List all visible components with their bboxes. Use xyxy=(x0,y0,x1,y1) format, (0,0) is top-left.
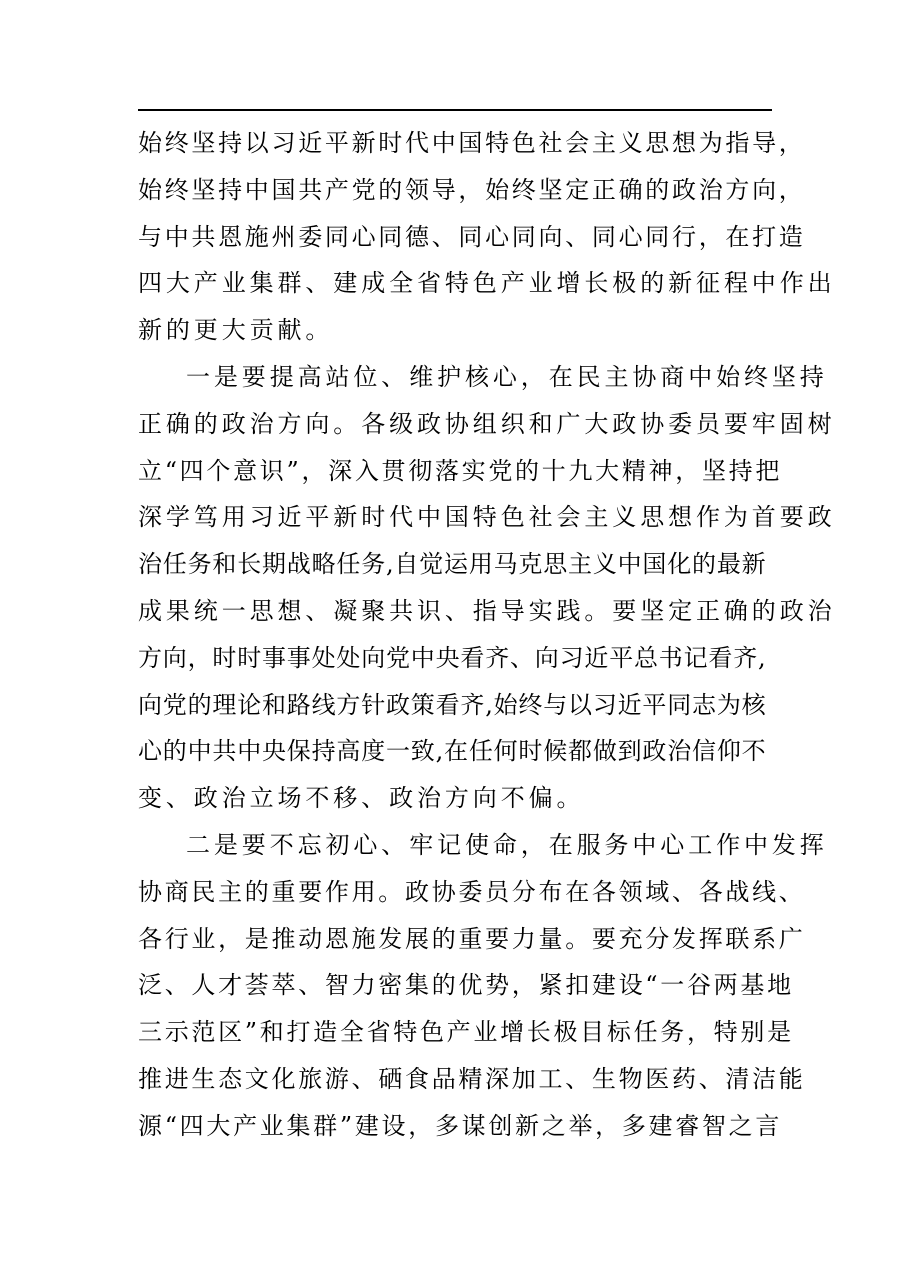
text-line: 始终坚持中国共产党的领导，始终坚定正确的政治方向， xyxy=(138,175,806,204)
text-line: 与中共恩施州委同心同德、同心同向、同心同行，在打造 xyxy=(138,222,806,251)
paragraph-first-line: 一是要提高站位、维护核心，在民主协商中始终坚持 xyxy=(186,362,828,391)
paragraph-first-line: 二是要不忘初心、牢记使命，在服务中心工作中发挥 xyxy=(186,830,828,859)
text-line: 方向，时时事事处处向党中央看齐、向习近平总书记看齐, xyxy=(138,643,767,672)
text-line: 源“四大产业集群”建设，多谋创新之举，多建睿智之言 xyxy=(138,1111,783,1140)
text-line: 协商民主的重要作用。政协委员分布在各领域、各战线、 xyxy=(138,877,806,906)
text-line: 成果统一思想、凝聚共识、指导实践。要坚定正确的政治 xyxy=(138,596,836,625)
text-line: 心的中共中央保持高度一致,在任何时候都做到政治信仰不 xyxy=(138,737,767,766)
text-line: 正确的政治方向。各级政协组织和广大政协委员要牢固树 xyxy=(138,409,836,438)
text-line: 四大产业集群、建成全省特色产业增长极的新征程中作出 xyxy=(138,269,836,298)
text-line: 向党的理论和路线方针政策看齐,始终与以习近平同志为核 xyxy=(138,690,767,719)
text-line: 深学笃用习近平新时代中国特色社会主义思想作为首要政 xyxy=(138,503,836,532)
text-line: 立“四个意识”，深入贯彻落实党的十九大精神，坚持把 xyxy=(138,456,783,485)
text-line: 新的更大贡献。 xyxy=(138,316,334,345)
text-line: 推进生态文化旅游、硒食品精深加工、生物医药、清洁能 xyxy=(138,1064,806,1093)
text-line: 三示范区”和打造全省特色产业增长极目标任务，特别是 xyxy=(138,1018,794,1047)
text-line: 各行业，是推动恩施发展的重要力量。要充分发挥联系广 xyxy=(138,924,806,953)
text-line: 变、政治立场不移、政治方向不偏。 xyxy=(138,784,585,813)
text-line: 治任务和长期战略任务,自觉运用马克思主义中国化的最新 xyxy=(138,550,767,579)
text-line: 泛、人才荟萃、智力密集的优势，紧扣建设“一谷两基地 xyxy=(138,971,794,1000)
header-rule xyxy=(138,109,772,111)
document-body xyxy=(138,120,836,1150)
text-line: 始终坚持以习近平新时代中国特色社会主义思想为指导， xyxy=(138,129,806,157)
